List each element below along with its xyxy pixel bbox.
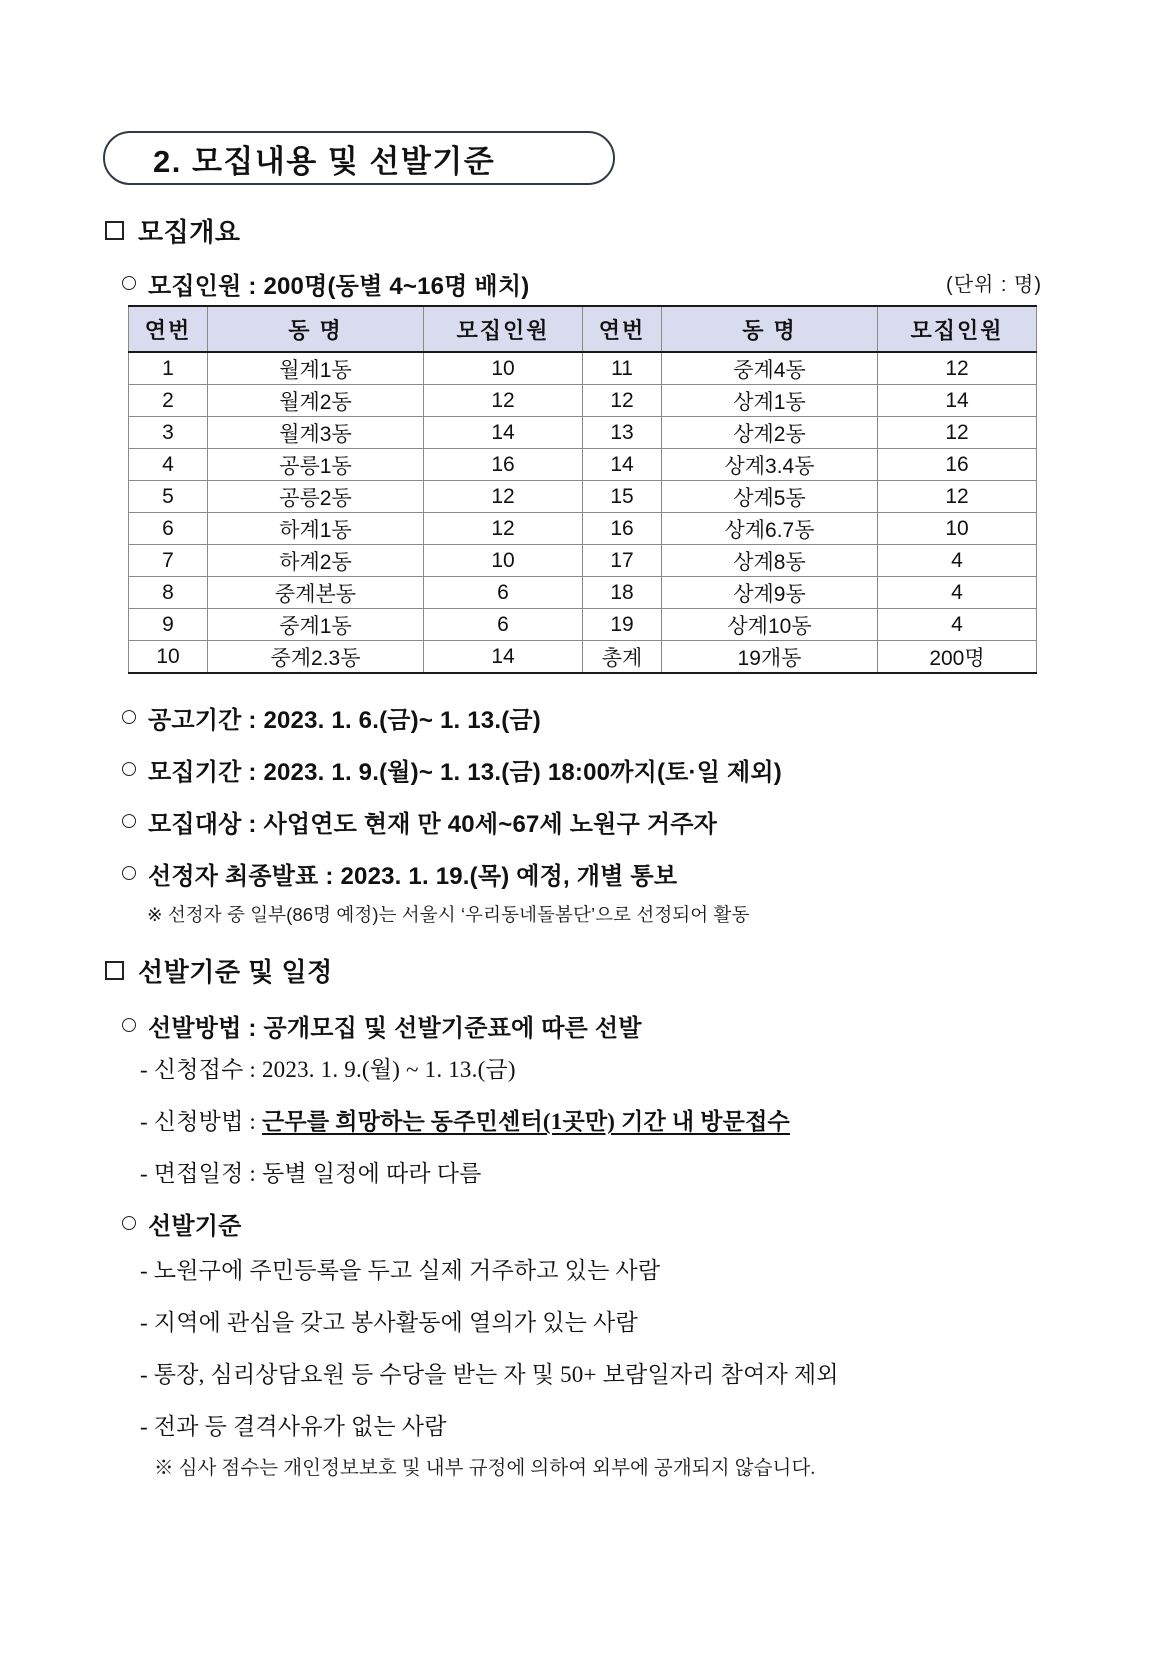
table-row — [129, 577, 1037, 609]
dong-recruitment-table — [128, 305, 1037, 674]
circle-bullet-icon — [122, 762, 136, 776]
line-announcement-label: 선정자 최종발표 : 2023. 1. 19.(목) 예정, 개별 통보 — [148, 863, 678, 890]
line-standards — [122, 1206, 242, 1241]
heading-criteria — [105, 952, 333, 989]
cell-name-2: 상계8동 — [662, 545, 878, 577]
cell-count-2: 12 — [878, 352, 1037, 385]
cell-no-1: 5 — [129, 481, 208, 513]
cell-count-2: 10 — [878, 513, 1037, 545]
cell-no-2: 18 — [583, 577, 662, 609]
cell-count-1: 10 — [424, 352, 583, 385]
cell-name-1: 중계1동 — [208, 609, 424, 641]
sub-item-application-period — [140, 1051, 516, 1084]
line-recruit-count — [122, 266, 529, 301]
cell-no-1: 8 — [129, 577, 208, 609]
cell-count-1: 6 — [424, 609, 583, 641]
line-target-label: 모집대상 : 사업연도 현재 만 40세~67세 노원구 거주자 — [148, 811, 717, 838]
cell-no-1: 7 — [129, 545, 208, 577]
cell-name-2: 상계2동 — [662, 417, 878, 449]
line-recruit-count-label: 모집인원 : 200명(동별 4~16명 배치) — [148, 273, 530, 300]
sub-item-value: 근무를 희망하는 동주민센터(1곳만) 기간 내 방문접수 — [261, 1109, 790, 1134]
heading-criteria-label: 선발기준 및 일정 — [138, 957, 333, 987]
cell-count-2: 4 — [878, 609, 1037, 641]
square-bullet-icon — [105, 221, 124, 240]
cell-no-2: 11 — [583, 352, 662, 385]
sub-item-prefix: - 신청방법 : — [140, 1109, 262, 1134]
cell-count-2: 200명 — [878, 641, 1037, 674]
line-notice-period-label: 공고기간 : 2023. 1. 6.(금)~ 1. 13.(금) — [148, 707, 541, 734]
line-selection-method-label: 선발방법 : 공개모집 및 선발기준표에 따른 선발 — [148, 1015, 642, 1042]
line-announcement — [122, 856, 677, 891]
heading-overview-label: 모집개요 — [138, 217, 241, 247]
cell-count-1: 14 — [424, 641, 583, 674]
line-selection-method — [122, 1008, 642, 1043]
cell-count-1: 6 — [424, 577, 583, 609]
line-recruit-period — [122, 752, 782, 787]
cell-name-1: 공릉1동 — [208, 449, 424, 481]
sub-item-value: 2023. 1. 9.(월) ~ 1. 13.(금) — [261, 1057, 516, 1082]
cell-count-1: 12 — [424, 513, 583, 545]
sub-item-interview-schedule — [140, 1155, 482, 1188]
table-row — [129, 449, 1037, 481]
circle-bullet-icon — [122, 276, 136, 290]
col-header-name-2: 동 명 — [662, 306, 878, 352]
cell-no-2: 12 — [583, 385, 662, 417]
cell-name-2: 상계6.7동 — [662, 513, 878, 545]
note-standards: ※ 심사 점수는 개인정보보호 및 내부 규정에 의하여 외부에 공개되지 않습니다. — [154, 1458, 816, 1479]
page-title: 2. 모집내용 및 선발기준 — [153, 143, 496, 179]
sub-item-prefix: - 면접일정 : — [140, 1161, 262, 1186]
cell-no-2: 16 — [583, 513, 662, 545]
cell-name-2: 중계4동 — [662, 352, 878, 385]
cell-no-2: 15 — [583, 481, 662, 513]
table-body — [129, 352, 1037, 673]
cell-name-1: 월계2동 — [208, 385, 424, 417]
table-row — [129, 513, 1037, 545]
sub-item-value: 동별 일정에 따라 다름 — [261, 1161, 482, 1186]
table-row — [129, 352, 1037, 385]
table-row — [129, 385, 1037, 417]
circle-bullet-icon — [122, 1216, 136, 1230]
cell-name-1: 중계2.3동 — [208, 641, 424, 674]
cell-name-2: 상계9동 — [662, 577, 878, 609]
standard-item-1: - 노원구에 주민등록을 두고 실제 거주하고 있는 사람 — [140, 1258, 661, 1283]
cell-name-1: 하계1동 — [208, 513, 424, 545]
cell-name-1: 월계3동 — [208, 417, 424, 449]
cell-no-1: 1 — [129, 352, 208, 385]
line-recruit-period-label: 모집기간 : 2023. 1. 9.(월)~ 1. 13.(금) 18:00까지(토·일 제외) — [148, 759, 782, 786]
line-standards-label: 선발기준 — [148, 1213, 242, 1240]
table-row — [129, 609, 1037, 641]
table-row — [129, 417, 1037, 449]
cell-name-2: 상계1동 — [662, 385, 878, 417]
cell-name-2: 상계3.4동 — [662, 449, 878, 481]
cell-no-2: 총계 — [583, 641, 662, 674]
col-header-name-1: 동 명 — [208, 306, 424, 352]
cell-count-1: 10 — [424, 545, 583, 577]
cell-no-2: 14 — [583, 449, 662, 481]
standard-item-2: - 지역에 관심을 갖고 봉사활동에 열의가 있는 사람 — [140, 1310, 638, 1335]
col-header-count-1: 모집인원 — [424, 306, 583, 352]
cell-count-2: 12 — [878, 481, 1037, 513]
cell-no-1: 10 — [129, 641, 208, 674]
standard-item-3: - 통장, 심리상담요원 등 수당을 받는 자 및 50+ 보람일자리 참여자 제외 — [140, 1362, 839, 1387]
cell-name-1: 중계본동 — [208, 577, 424, 609]
cell-no-2: 19 — [583, 609, 662, 641]
square-bullet-icon — [105, 961, 124, 980]
cell-count-1: 12 — [424, 385, 583, 417]
cell-count-2: 12 — [878, 417, 1037, 449]
cell-name-2: 상계5동 — [662, 481, 878, 513]
col-header-count-2: 모집인원 — [878, 306, 1037, 352]
circle-bullet-icon — [122, 866, 136, 880]
col-header-no-2: 연번 — [583, 306, 662, 352]
table-header-row — [129, 306, 1037, 352]
heading-overview — [105, 212, 240, 249]
cell-count-1: 12 — [424, 481, 583, 513]
table-row — [129, 481, 1037, 513]
cell-count-2: 14 — [878, 385, 1037, 417]
cell-name-1: 월계1동 — [208, 352, 424, 385]
sub-item-prefix: - 신청접수 : — [140, 1057, 262, 1082]
cell-count-1: 16 — [424, 449, 583, 481]
cell-no-1: 9 — [129, 609, 208, 641]
cell-name-1: 공릉2동 — [208, 481, 424, 513]
table-row — [129, 641, 1037, 674]
cell-name-1: 하계2동 — [208, 545, 424, 577]
cell-no-1: 2 — [129, 385, 208, 417]
cell-count-2: 4 — [878, 545, 1037, 577]
cell-no-2: 13 — [583, 417, 662, 449]
table-unit-label: (단위 : 명) — [946, 274, 1042, 296]
cell-no-1: 6 — [129, 513, 208, 545]
col-header-no-1: 연번 — [129, 306, 208, 352]
cell-no-2: 17 — [583, 545, 662, 577]
table-row — [129, 545, 1037, 577]
line-notice-period — [122, 700, 541, 735]
sub-item-application-method — [140, 1103, 790, 1136]
cell-count-1: 14 — [424, 417, 583, 449]
line-target — [122, 804, 717, 839]
circle-bullet-icon — [122, 1018, 136, 1032]
cell-no-1: 4 — [129, 449, 208, 481]
cell-name-2: 상계10동 — [662, 609, 878, 641]
cell-name-2: 19개동 — [662, 641, 878, 674]
circle-bullet-icon — [122, 710, 136, 724]
cell-count-2: 4 — [878, 577, 1037, 609]
section-title-pill — [103, 131, 615, 185]
cell-count-2: 16 — [878, 449, 1037, 481]
standard-item-4: - 전과 등 결격사유가 없는 사람 — [140, 1414, 447, 1439]
circle-bullet-icon — [122, 814, 136, 828]
note-announcement: ※ 선정자 중 일부(86명 예정)는 서울시 ‘우리동네돌봄단’으로 선정되어 활동 — [147, 904, 750, 925]
cell-no-1: 3 — [129, 417, 208, 449]
